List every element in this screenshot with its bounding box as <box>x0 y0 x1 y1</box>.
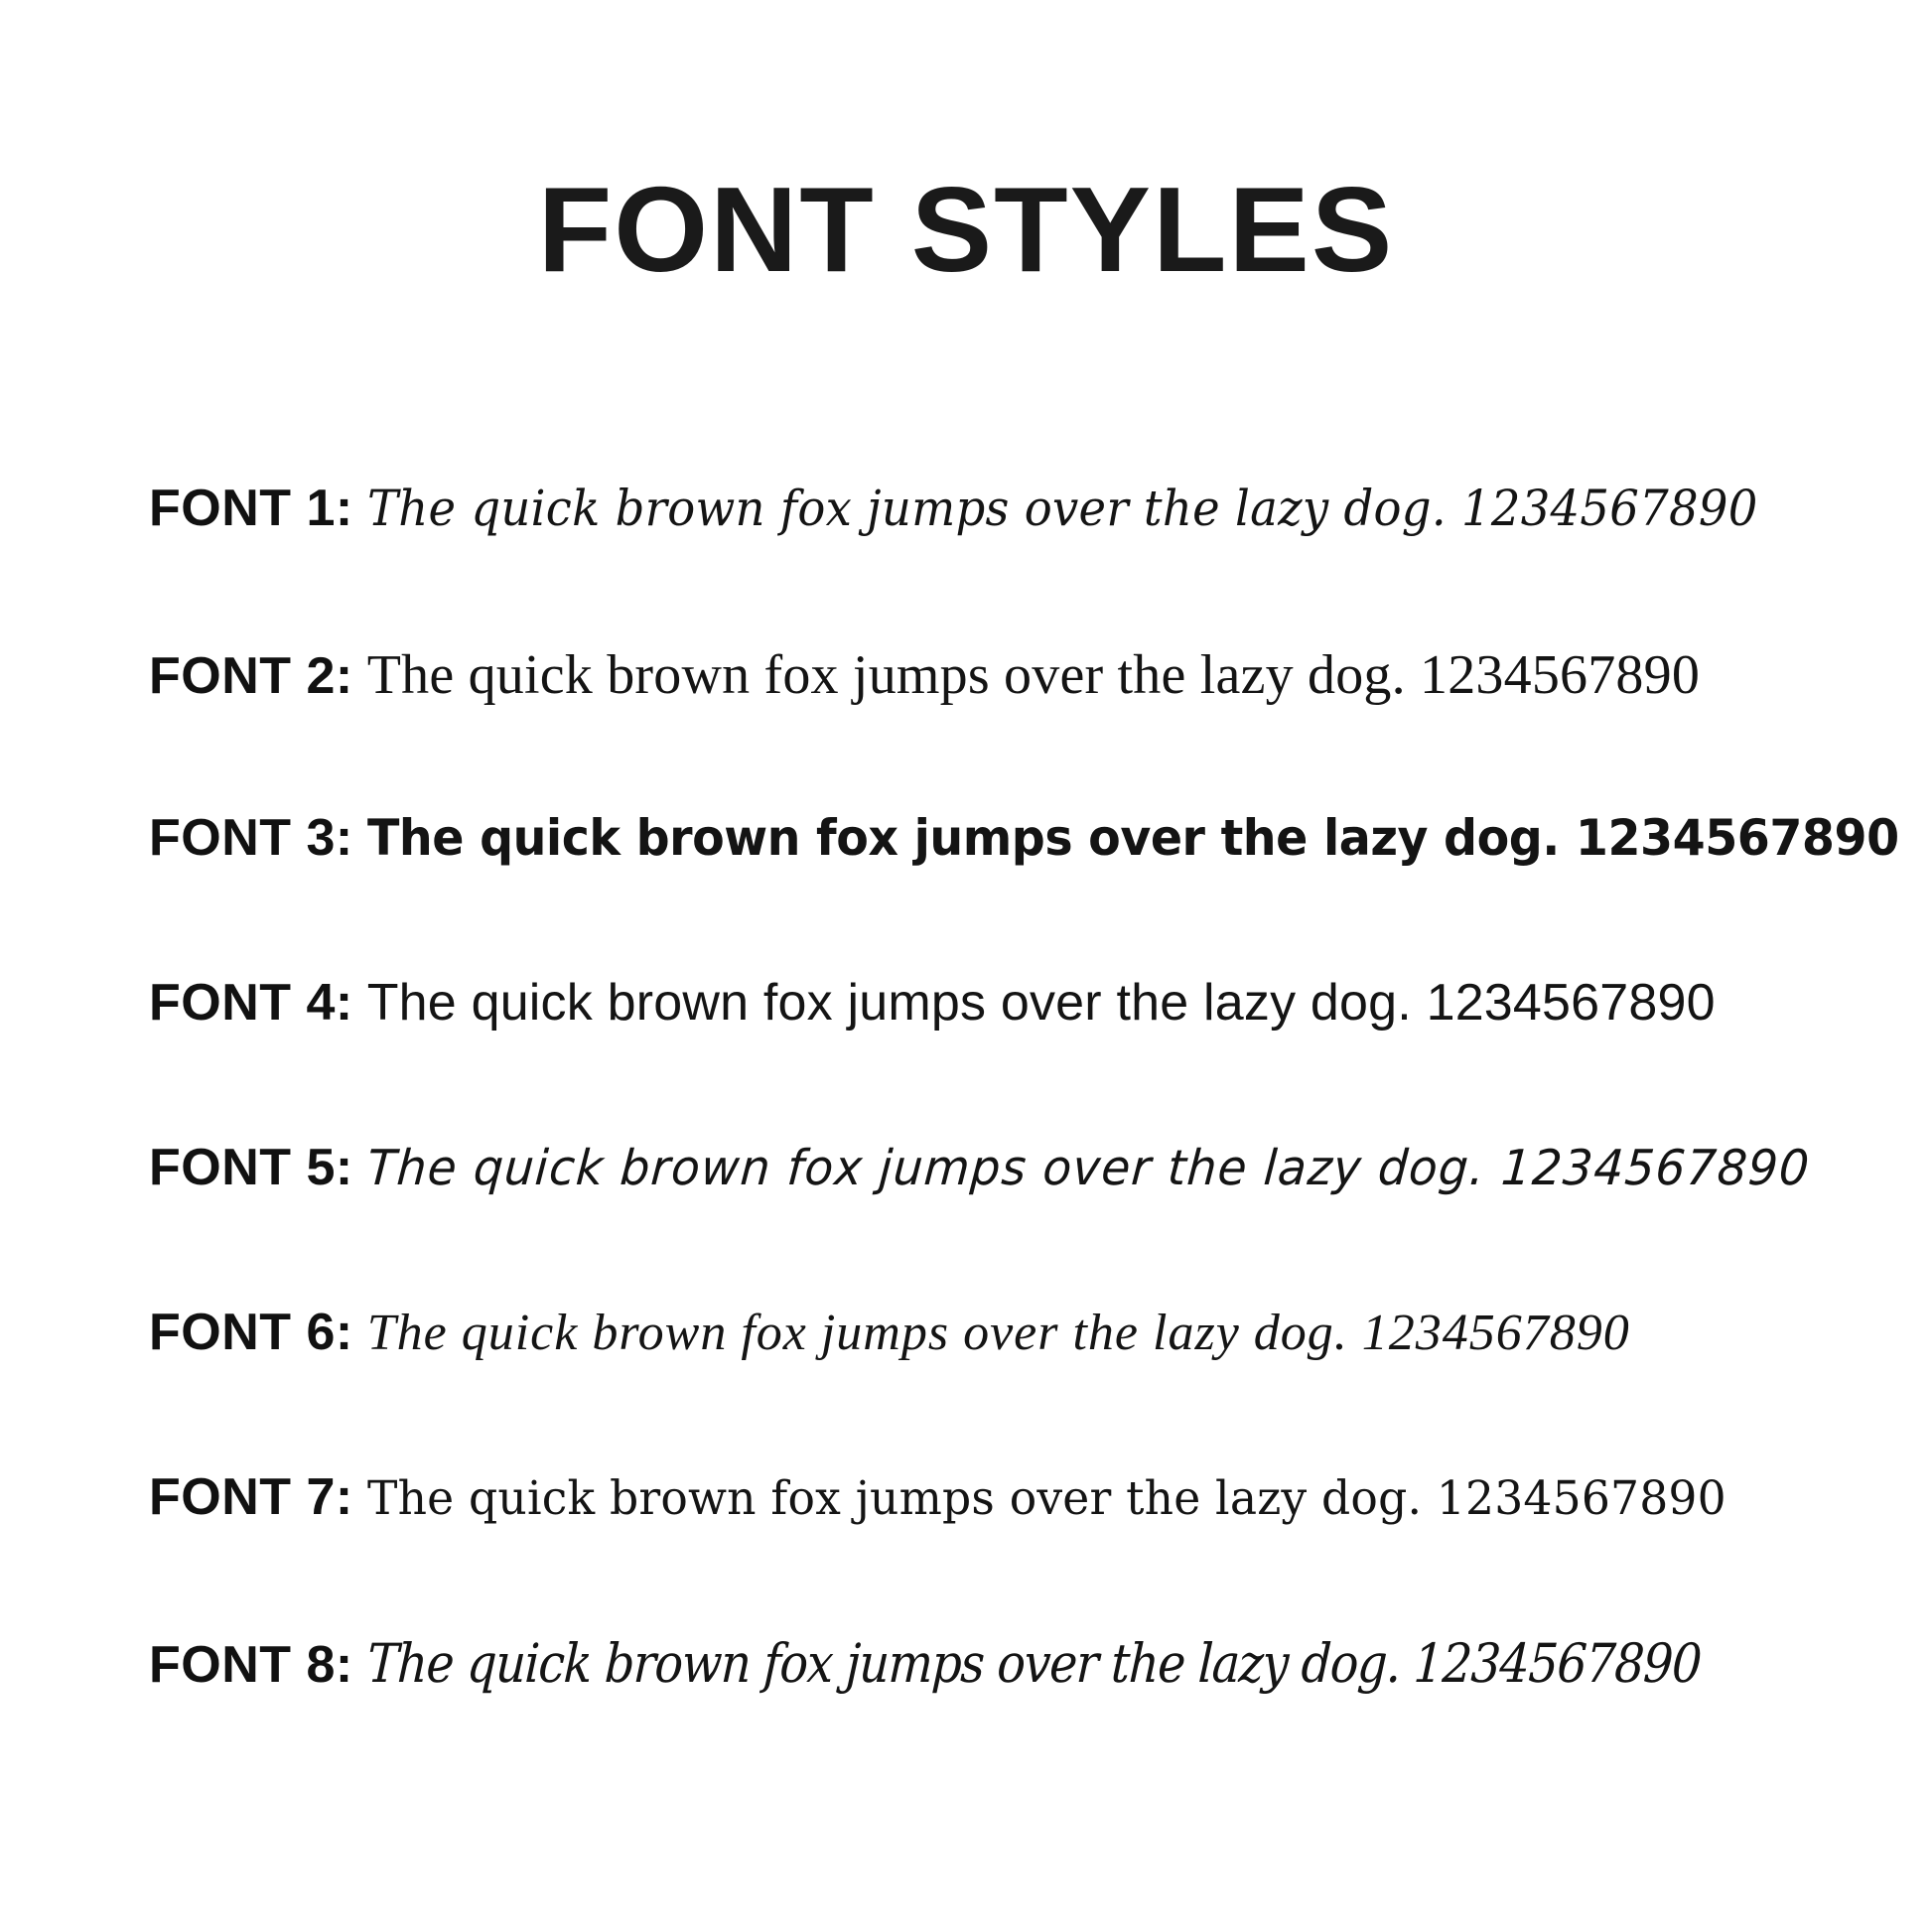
font-3-sample: The quick brown fox jumps over the lazy dog. 1234567890 <box>366 809 1899 867</box>
font-8-label: FONT 8: <box>149 1636 353 1694</box>
font-6-sample: The quick brown fox jumps over the lazy dog. 1234567890 <box>366 1305 1630 1361</box>
list-item <box>149 1138 1812 1303</box>
font-6-label: FONT 6: <box>149 1304 353 1361</box>
list-item <box>149 973 1783 1138</box>
font-1-label: FONT 1: <box>149 480 353 537</box>
font-8-sample: The quick brown fox jumps over the lazy dog. 1234567890 <box>365 1632 1703 1695</box>
font-7-sample: The quick brown fox jumps over the lazy dog. 1234567890 <box>366 1471 1726 1526</box>
list-item <box>149 643 1783 808</box>
list-item <box>149 808 1899 973</box>
font-7-label: FONT 7: <box>149 1468 353 1526</box>
font-4-label: FONT 4: <box>149 974 353 1032</box>
page-title: FONT STYLES <box>537 162 1395 297</box>
specimen-list <box>149 479 1899 1797</box>
font-2-label: FONT 2: <box>149 647 353 705</box>
list-item <box>149 1632 1783 1797</box>
font-2-sample: The quick brown fox jumps over the lazy dog. 1234567890 <box>366 644 1701 706</box>
font-5-sample: The quick brown fox jumps over the lazy dog. 1234567890 <box>364 1140 1812 1196</box>
font-3-label: FONT 3: <box>149 809 353 867</box>
list-item <box>149 1303 1783 1467</box>
font-4-sample: The quick brown fox jumps over the lazy dog. 1234567890 <box>366 974 1716 1032</box>
list-item <box>149 479 1783 643</box>
font-5-label: FONT 5: <box>149 1139 353 1196</box>
font-1-sample: The quick brown fox jumps over the lazy dog. 1234567890 <box>366 480 1758 537</box>
list-item <box>149 1467 1783 1632</box>
